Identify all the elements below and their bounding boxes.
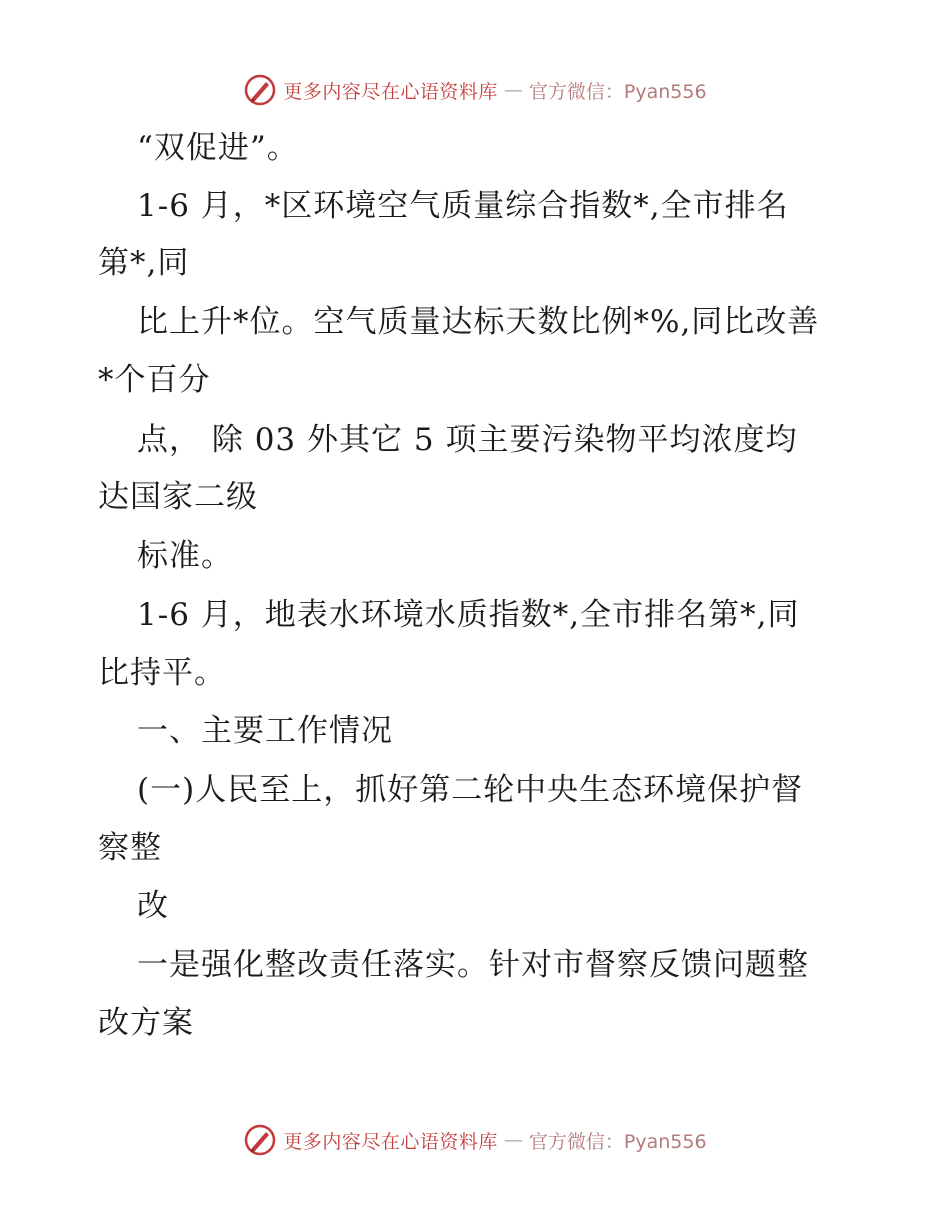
body-line: 达国家二级 <box>98 479 258 515</box>
footer-separator: — <box>503 1129 523 1151</box>
body-line: 比上升*位。空气质量达标天数比例*%,同比改善 <box>137 304 820 340</box>
body-line: 标准。 <box>137 538 233 574</box>
body-line: 点， 除 03 外其它 5 项主要污染物平均浓度均 <box>137 422 798 458</box>
body-line: 第*,同 <box>98 245 190 281</box>
body-line: 1-6 月，地表水环境水质指数*,全市排名第*,同 <box>137 597 800 633</box>
header-wechat-text: 官方微信：Pyan556 <box>528 80 707 103</box>
footer-banner <box>0 1120 950 1160</box>
pen-logo-icon <box>243 1123 277 1157</box>
body-line: “双促进”。 <box>137 130 299 166</box>
body-line: 改方案 <box>98 1005 194 1041</box>
header-site-text: 更多内容尽在心语资料库 <box>283 80 498 103</box>
body-line: 比持平。 <box>98 655 226 691</box>
footer-wechat-text: 官方微信：Pyan556 <box>528 1130 707 1153</box>
body-line: *个百分 <box>98 362 211 398</box>
body-line: 1-6 月，*区环境空气质量综合指数*,全市排名 <box>137 188 789 224</box>
section-heading: 一、主要工作情况 <box>137 713 393 749</box>
footer-site-text: 更多内容尽在心语资料库 <box>283 1130 498 1153</box>
body-line: 一是强化整改责任落实。针对市督察反馈问题整 <box>137 947 809 983</box>
pen-logo-icon <box>243 73 277 107</box>
header-banner <box>0 70 950 110</box>
subsection-heading: (一)人民至上，抓好第二轮中央生态环境保护督 <box>137 772 804 808</box>
body-line: 改 <box>137 888 169 924</box>
header-separator: — <box>503 79 523 101</box>
body-line: 察整 <box>98 830 162 866</box>
